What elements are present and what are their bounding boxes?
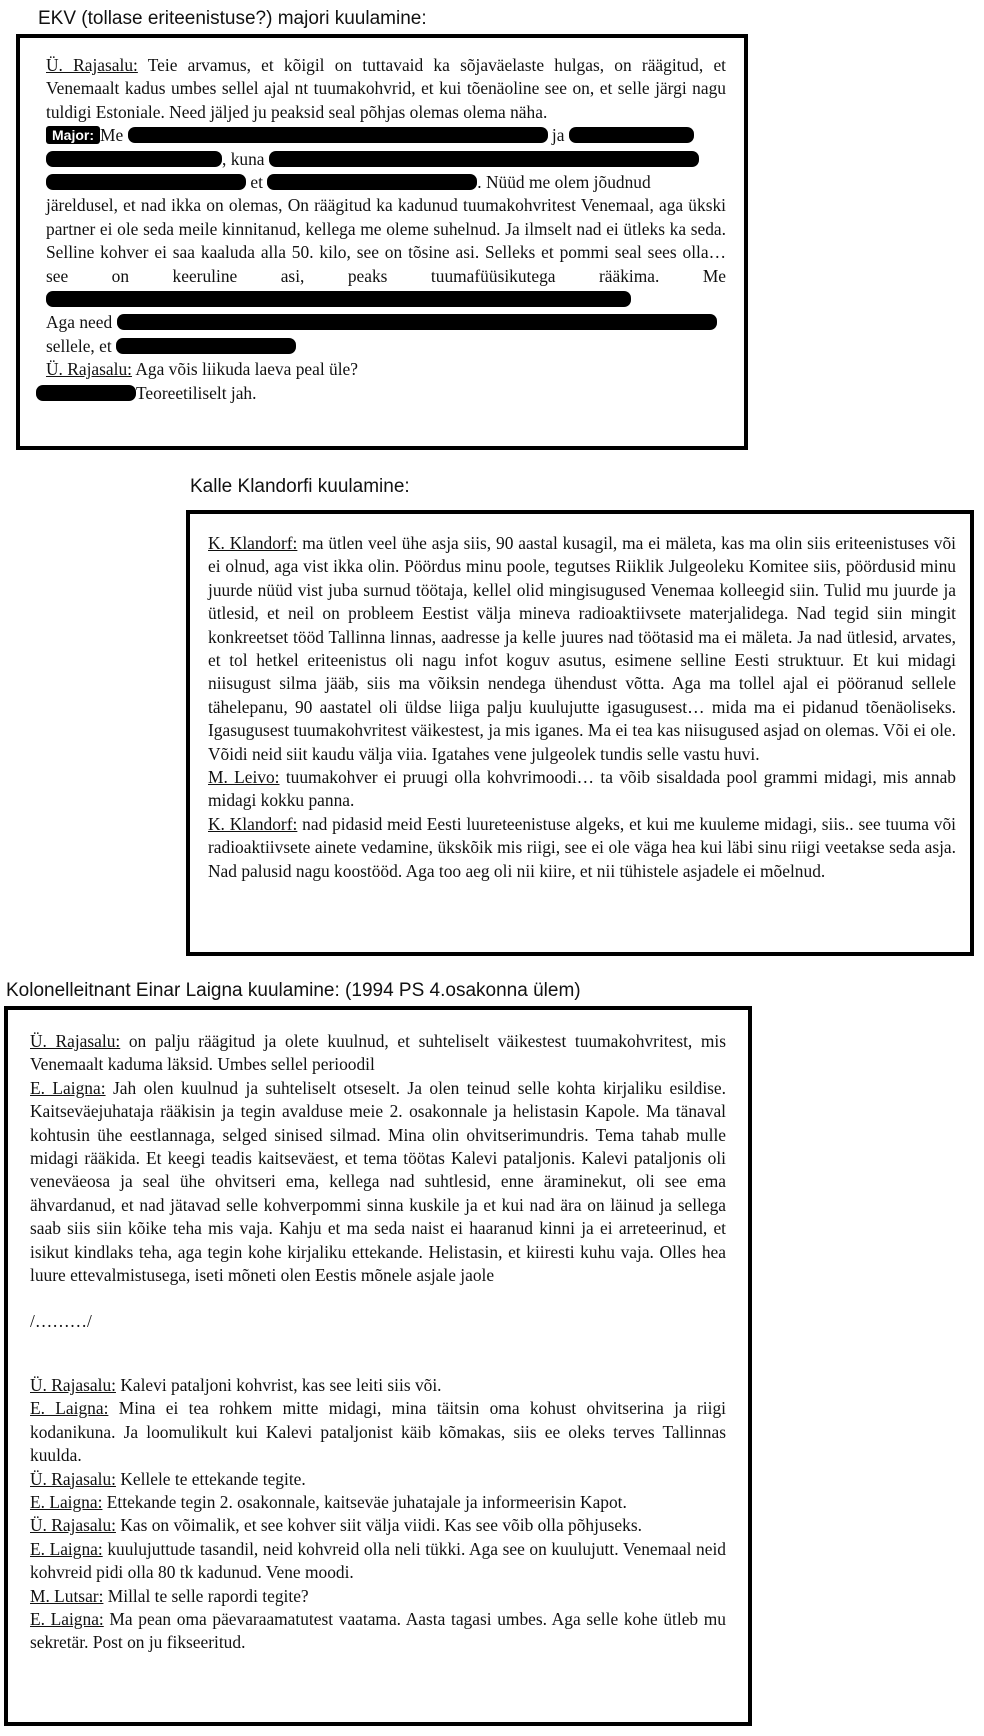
speaker-rajasalu: Ü. Rajasalu:	[30, 1515, 116, 1536]
statement-text: järeldusel, et nad ikka on olemas, On räägitud ka kadunud tuumakohvritest Venemaal, aga ükski partner ei ole seda meile kinnitanud, kellega me oleme suhelnud. Ja ilmselt nad ei ütleks ka seda. Selline kohver ei saa kaaluda alla 50. kilo, see on tõsine asi. Selleks et pommi seal sees olla… see on keeruline asi, peaks tuumafüüsikutega rääkima. Me	[46, 195, 726, 286]
transcript-paragraph	[46, 54, 726, 124]
transcript-text	[30, 1030, 726, 1655]
transcript-paragraph	[46, 335, 726, 358]
transcript-box-klandorf	[186, 510, 974, 956]
speaker-leivo: M. Leivo:	[208, 767, 280, 788]
transcript-paragraph	[30, 1077, 726, 1288]
statement-text: ja	[551, 125, 565, 146]
transcript-paragraph	[30, 1608, 726, 1655]
spacer	[30, 1334, 726, 1374]
spacer	[30, 1287, 726, 1310]
statement-text: ma ütlen veel ühe asja siis, 90 aastal kusagil, ma ei mäleta, kas ma olin siis eriteenistuses või ei olnud, aga vist ikka olin. Pöördus minu poole, tegutses Riiklik Julgeoleku Komitee siis, pöördusid minu juurde nüüd vist juba surnud töötaja, kellel olid mingisugused Venemaa kolleegid siin. Tulid mu juurde ja ütlesid, et neil on probleem Eestist välja mineva radioaktiivsete materjalidega. Nad tegid siin mingit konkreetset tööd Tallinna linnas, aadresse ja kelle juures nad töötasid ma ei mäleta. Ja nad ütlesid, arvates, et tol hetkel eriteenistus oli nagu infot koguv asutus, esimene selline Eesti struktuur. Et kui midagi niisugust silma jääb, siis ma võiksin nendega ühendust võtta. Aga ma tollel ajal ei pööranud sellele tähelepanu, 90 aastatel oli üldse liiga palju kuulujutte igasugusest… mida ma ei pidanud tõenäoliseks. Igasugusest tuumakohvritest väikestest, ja mis iganes. Ma ei tea kas niisugused asjad on olemas. Või ei ole. Võidi neid siit kaudu välja viia. Igatahes vene julgeolek tundis selle vastu huvi.	[208, 533, 956, 764]
redaction-bar	[46, 174, 246, 190]
transcript-paragraph	[30, 1514, 726, 1537]
statement-text: sellele, et	[46, 335, 112, 356]
statement-text: Millal te selle rapordi tegite?	[103, 1585, 309, 1606]
transcript-paragraph	[46, 194, 726, 311]
redaction-bar	[267, 174, 477, 190]
redaction-bar	[46, 151, 222, 167]
transcript-box-ekv-major	[16, 34, 748, 450]
speaker-rajasalu: Ü. Rajasalu:	[30, 1031, 121, 1051]
statement-text: kuulujuttude tasandil, neid kohvreid olla neli tükki. Aga see on kuulujutt. Venemaal neid kohvreid pidi olla 80 tk kadunud. Vene moodi.	[30, 1538, 726, 1583]
transcript-paragraph	[208, 766, 956, 813]
statement-text: on palju räägitud ja olete kuulnud, et suhteliselt väikestest tuumakohvritest, mis Venemaalt kaduma läksid. Umbes sellel perioodil	[30, 1031, 727, 1075]
transcript-paragraph	[46, 171, 726, 194]
transcript-paragraph	[36, 382, 726, 405]
redaction-bar	[36, 385, 136, 401]
speaker-laigna: E. Laigna:	[30, 1077, 106, 1098]
transcript-paragraph	[30, 1374, 726, 1397]
redaction-bar	[116, 338, 296, 354]
statement-text: Teie arvamus, et kõigil on tuttavaid ka sõjaväelaste hulgas, on räägitud, et Venemaalt kadus umbes sellel ajal nt tuumakohvrid, et kui tõenäoline see on, et selle järgi nagu tuldigi Estoniale. Need jäljed ju peaksid seal põhjas olemas olema näha.	[46, 55, 727, 122]
transcript-paragraph	[30, 1585, 726, 1608]
redaction-bar	[569, 127, 694, 143]
statement-text: Kas on võimalik, et see kohver siit välja viidi. Kas see võib olla põhjuseks.	[115, 1515, 642, 1536]
speaker-klandorf: K. Klandorf:	[208, 813, 298, 834]
statement-text: Teoreetiliselt jah.	[136, 382, 257, 403]
transcript-box-laigna	[4, 1006, 752, 1726]
redaction-bar	[46, 291, 631, 307]
transcript-paragraph	[30, 1491, 726, 1514]
speaker-klandorf: K. Klandorf:	[208, 533, 298, 553]
statement-text: tuumakohver ei pruugi olla kohvrimoodi… ta võib sisaldada pool grammi midagi, mis annab midagi kokku panna.	[208, 767, 956, 811]
caption-klandorf: Kalle Klandorfi kuulamine:	[190, 476, 410, 497]
speaker-rajasalu: Ü. Rajasalu:	[30, 1374, 116, 1395]
transcript-paragraph	[30, 1468, 726, 1491]
speaker-rajasalu: Ü. Rajasalu:	[30, 1468, 116, 1489]
statement-text: Jah olen kuulnud ja suhteliselt otseselt. Ja olen teinud selle kohta kirjaliku esildise. Kaitseväejuhataja rääkisin ja tegin avalduse meie 2. osakonnale ja helistasin Kapole. Ma tänaval kohtusin ühe eestlannaga, selged sinised silmad. Mina olin ohvitserimundris. Tema tahab mulle midagi rääkida. Et keegi teadis kaitseväest, et tema töötas Kalevi pataljonis. Kalevi pataljonis oli veneväeosa ja seal ühe ohvitseri ema, kellega nad suhtlesid, enne äraminekut, oli see ema ähvardanud, et nad jätavad selle kohverpommi sinna kuskile ja et kui nad ära on läinud ja sellega saab siis siin kõike teha mis vaja. Kahju et ma seda naist ei haaranud kinni ja ei arreteerinud, et isikut kindlaks teha, aga tegin kohe kirjaliku ettekande. Helistasin, et kiiresti kuhu vaja. Olles hea luure ettevalmistusega, iseti mõneti olen Eestis mõnele asjale jaole	[30, 1077, 726, 1286]
transcript-paragraph	[30, 1030, 726, 1077]
caption-ekv-major: EKV (tollase eriteenistuse?) majori kuulamine:	[38, 8, 427, 29]
transcript-paragraph	[30, 1397, 726, 1467]
transcript-paragraph	[208, 532, 956, 766]
statement-text: Me	[100, 125, 124, 146]
statement-text: Mina ei tea rohkem mitte midagi, mina täitsin oma kohust ohvitserina ja riigi kodanikuna. Ja loomulikult kui Kalevi pataljonist käib kõmakas, siis ee oleks terves Tallinnas kuulda.	[30, 1398, 726, 1466]
transcript-text	[208, 532, 956, 883]
statement-text: nad pidasid meid Eesti luureteenistuse algeks, et kui me kuuleme midagi, siis.. see tuuma või radioaktiivsete ainete vedamine, ükskõik mis riigi, see ei ole väga hea kui läbi sinu riigi veetakse seda asja. Nad palusid nagu koostööd. Aga too aeg oli nii kiire, et nii tühistele asjadele ei mõelnud.	[208, 813, 956, 881]
transcript-paragraph	[46, 358, 726, 381]
redaction-bar	[128, 127, 548, 143]
speaker-rajasalu: Ü. Rajasalu:	[46, 359, 132, 380]
speaker-laigna: E. Laigna:	[30, 1608, 104, 1629]
speaker-rajasalu: Ü. Rajasalu:	[46, 55, 138, 75]
speaker-lutsar: M. Lutsar:	[30, 1585, 104, 1606]
transcript-paragraph	[208, 813, 956, 883]
speaker-laigna: E. Laigna:	[30, 1538, 103, 1559]
statement-text: Ettekande tegin 2. osakonnale, kaitseväe juhatajale ja informeerisin Kapot.	[102, 1491, 627, 1512]
redaction-bar	[269, 151, 699, 167]
redaction-bar	[117, 314, 717, 330]
omission-marker: /………/	[30, 1311, 92, 1332]
transcript-paragraph	[46, 124, 726, 147]
statement-text: Aga need	[46, 312, 113, 333]
speaker-major-tag: Major:	[46, 126, 100, 144]
statement-text: Kalevi pataljoni kohvrist, kas see leiti siis või.	[115, 1374, 442, 1395]
transcript-paragraph	[30, 1538, 726, 1585]
transcript-text	[46, 54, 726, 405]
speaker-laigna: E. Laigna:	[30, 1491, 103, 1512]
transcript-paragraph	[46, 311, 726, 334]
statement-text: . Nüüd me olem jõudnud	[477, 172, 651, 193]
speaker-laigna: E. Laigna:	[30, 1398, 109, 1419]
transcript-paragraph	[46, 148, 726, 171]
statement-text: et	[250, 172, 263, 193]
statement-text: Aga võis liikuda laeva peal üle?	[131, 359, 358, 380]
statement-text: , kuna	[222, 148, 265, 169]
statement-text: Ma pean oma päevaraamatutest vaatama. Aasta tagasi umbes. Aga selle kohe ütleb mu sekretär. Post on ju fikseeritud.	[30, 1608, 726, 1653]
caption-laigna: Kolonelleitnant Einar Laigna kuulamine: (1994 PS 4.osakonna ülem)	[6, 980, 581, 1001]
statement-text: Kellele te ettekande tegite.	[115, 1468, 306, 1489]
